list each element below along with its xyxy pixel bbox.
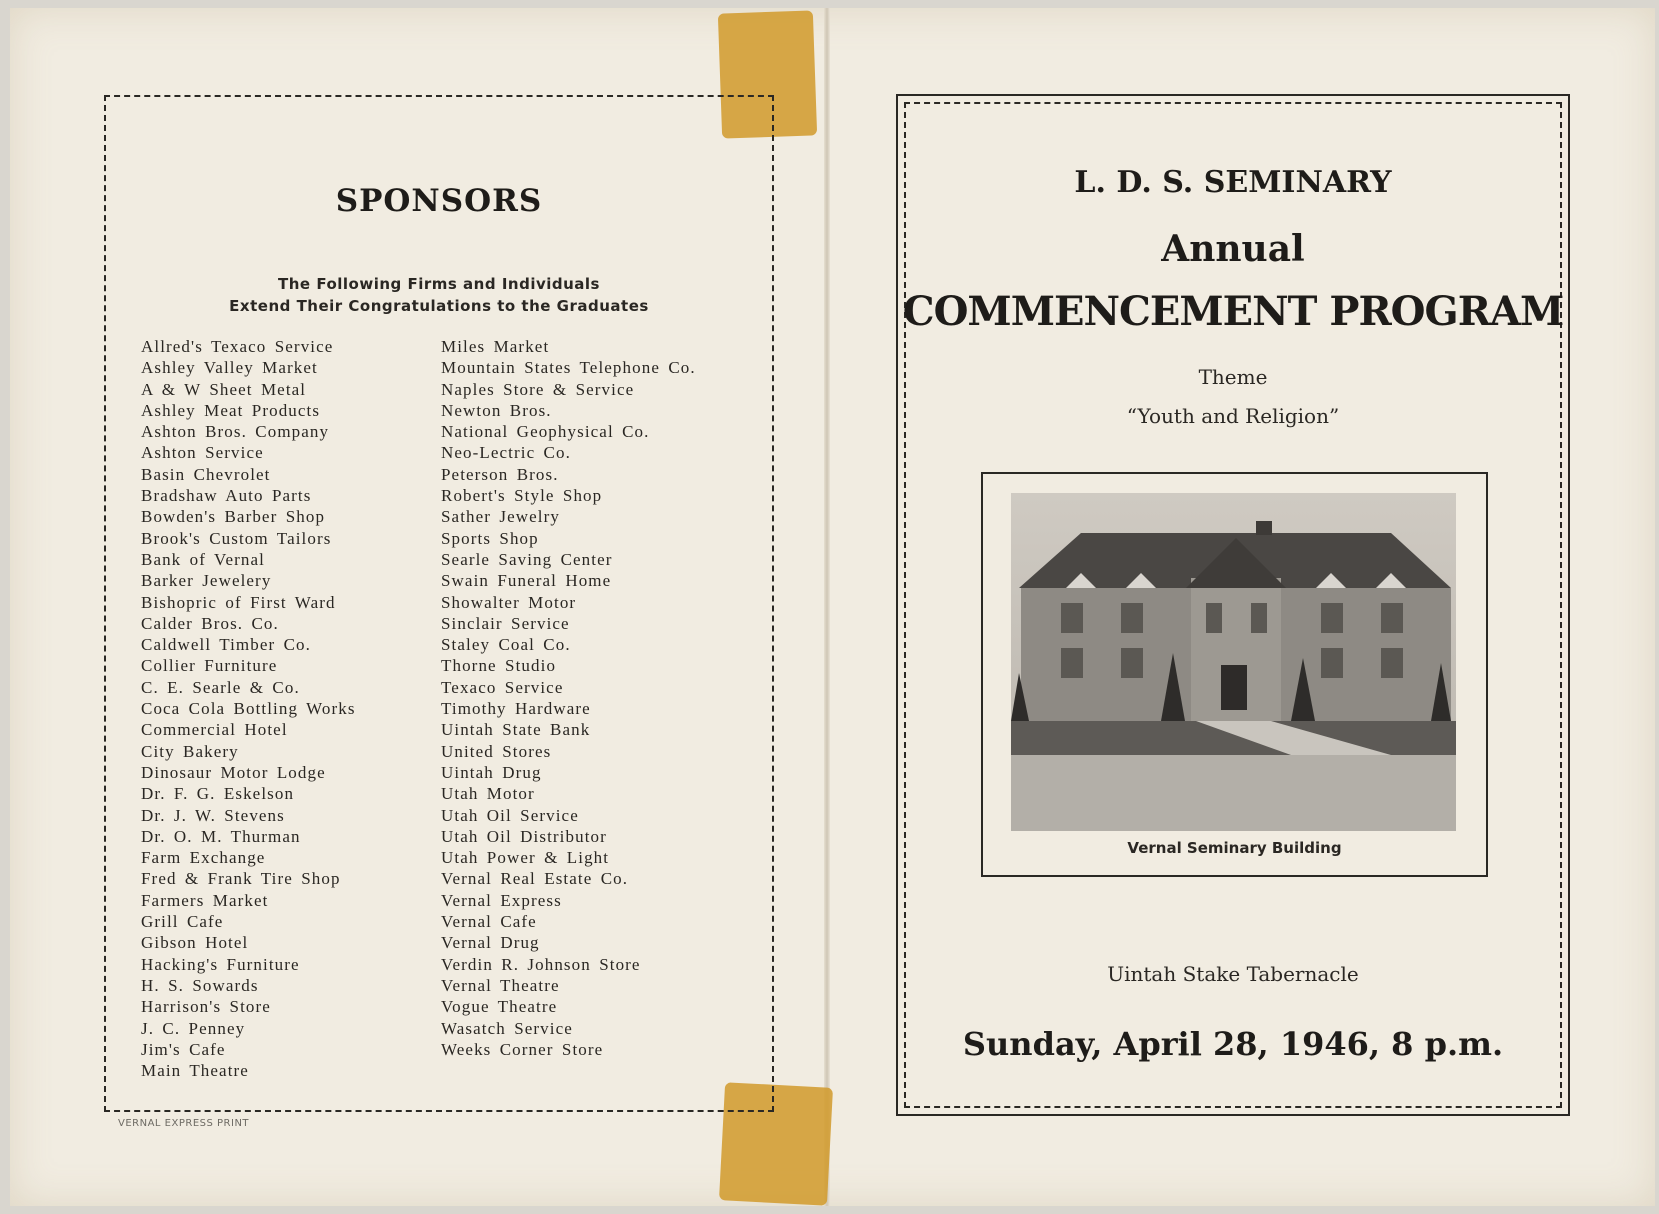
sponsor-item: Peterson Bros. (441, 464, 559, 484)
sponsor-item: Robert's Style Shop (441, 486, 603, 506)
sponsor-item: Vernal Cafe (441, 912, 537, 932)
sponsor-item: Harrison's Store (141, 997, 271, 1017)
photo-caption: Vernal Seminary Building (1127, 839, 1342, 857)
sponsors-subtitle-line1: The Following Firms and Individuals (278, 275, 600, 293)
sponsor-item: Mountain States Telephone Co. (441, 358, 696, 378)
seminary-heading: L. D. S. SEMINARY (1074, 165, 1392, 200)
event-date: Sunday, April 28, 1946, 8 p.m. (962, 1025, 1504, 1063)
venue: Uintah Stake Tabernacle (1107, 962, 1359, 986)
program-title: COMMENCEMENT PROGRAM (902, 288, 1564, 335)
sponsor-item: Basin Chevrolet (141, 464, 271, 484)
sponsor-item: Sinclair Service (441, 613, 570, 633)
sponsor-item: Uintah State Bank (441, 720, 591, 740)
sponsor-item: Thorne Studio (441, 656, 557, 676)
sponsor-item: Utah Oil Distributor (441, 826, 607, 846)
sponsor-item: Weeks Corner Store (441, 1039, 604, 1059)
sponsor-item: National Geophysical Co. (441, 422, 650, 442)
sponsor-item: A & W Sheet Metal (141, 379, 307, 399)
sponsor-item: Commercial Hotel (141, 720, 288, 740)
sponsor-item: Hacking's Furniture (141, 954, 300, 974)
sponsor-item: Ashton Bros. Company (141, 422, 330, 442)
sponsor-item: Farm Exchange (141, 848, 266, 868)
sponsor-item: Utah Motor (441, 784, 535, 804)
sponsor-item: Vernal Express (441, 890, 562, 910)
printer-credit: VERNAL EXPRESS PRINT (118, 1118, 250, 1129)
sponsor-item: Bowden's Barber Shop (141, 507, 326, 527)
sponsor-item: Timothy Hardware (441, 699, 591, 719)
sponsor-item: Bradshaw Auto Parts (141, 486, 312, 506)
sponsor-item: Barker Jewelery (141, 571, 272, 591)
sponsor-item: Sather Jewelry (441, 507, 560, 527)
sponsors-subtitle-line2: Extend Their Congratulations to the Graduates (229, 297, 649, 315)
sponsor-item: Swain Funeral Home (441, 571, 612, 591)
sponsor-item: Newton Bros. (441, 400, 552, 420)
sponsor-item: J. C. Penney (141, 1018, 246, 1038)
sponsor-item: Main Theatre (141, 1061, 249, 1081)
sponsors-title: SPONSORS (335, 183, 543, 219)
sponsor-item: Bishopric of First Ward (141, 592, 336, 612)
sponsor-item: Ashley Meat Products (141, 400, 321, 420)
annual-label: Annual (1161, 228, 1305, 270)
sponsors-subtitle (104, 273, 774, 317)
sponsor-item: Vogue Theatre (441, 997, 558, 1017)
sponsor-item: C. E. Searle & Co. (141, 677, 300, 697)
sponsor-item: Miles Market (441, 337, 550, 356)
sponsor-item: Grill Cafe (141, 912, 224, 932)
sponsor-list-column-2 (441, 336, 696, 1060)
center-fold (824, 8, 830, 1206)
sponsor-item: Jim's Cafe (141, 1039, 226, 1059)
sponsor-item: Dr. J. W. Stevens (141, 805, 285, 825)
sponsor-item: Ashton Service (141, 443, 264, 463)
sponsor-item: Gibson Hotel (141, 933, 249, 953)
sponsor-item: Caldwell Timber Co. (141, 635, 311, 655)
sponsor-item: Dinosaur Motor Lodge (141, 762, 326, 782)
sponsor-item: Uintah Drug (441, 762, 542, 782)
sponsor-item: Fred & Frank Tire Shop (141, 869, 341, 889)
sponsor-item: Utah Oil Service (441, 805, 579, 825)
sponsor-item: Staley Coal Co. (441, 635, 571, 655)
sponsor-item: Coca Cola Bottling Works (141, 699, 356, 719)
sponsor-item: Vernal Theatre (441, 975, 560, 995)
sponsor-item: Farmers Market (141, 890, 269, 910)
sponsor-item: Utah Power & Light (441, 848, 610, 868)
sponsor-item: Bank of Vernal (141, 549, 266, 569)
sponsor-item: Showalter Motor (441, 592, 577, 612)
sponsor-item: Allred's Texaco Service (141, 337, 334, 356)
sponsor-item: Searle Saving Center (441, 549, 613, 569)
theme-label: Theme (1198, 365, 1268, 389)
sponsor-item: Collier Furniture (141, 656, 278, 676)
theme-value: “Youth and Religion” (1126, 404, 1340, 428)
sponsor-item: Naples Store & Service (441, 379, 635, 399)
sponsor-item: Wasatch Service (441, 1018, 573, 1038)
sponsor-item: Dr. O. M. Thurman (141, 826, 301, 846)
sponsor-item: H. S. Sowards (141, 975, 259, 995)
sponsor-item: Vernal Drug (441, 933, 540, 953)
sponsor-item: Verdin R. Johnson Store (441, 954, 641, 974)
sponsor-item: Brook's Custom Tailors (141, 528, 332, 548)
sponsor-item: Vernal Real Estate Co. (441, 869, 629, 889)
sponsor-list-column-1 (141, 336, 356, 1081)
sponsor-item: Calder Bros. Co. (141, 613, 279, 633)
sponsor-item: Dr. F. G. Eskelson (141, 784, 295, 804)
sponsor-item: Ashley Valley Market (141, 358, 318, 378)
building-photo (1011, 493, 1456, 831)
sponsor-item: Sports Shop (441, 528, 539, 548)
sponsor-item: Neo-Lectric Co. (441, 443, 571, 463)
sponsor-item: City Bakery (141, 741, 239, 761)
sponsor-item: Texaco Service (441, 677, 564, 697)
sponsor-item: United Stores (441, 741, 552, 761)
